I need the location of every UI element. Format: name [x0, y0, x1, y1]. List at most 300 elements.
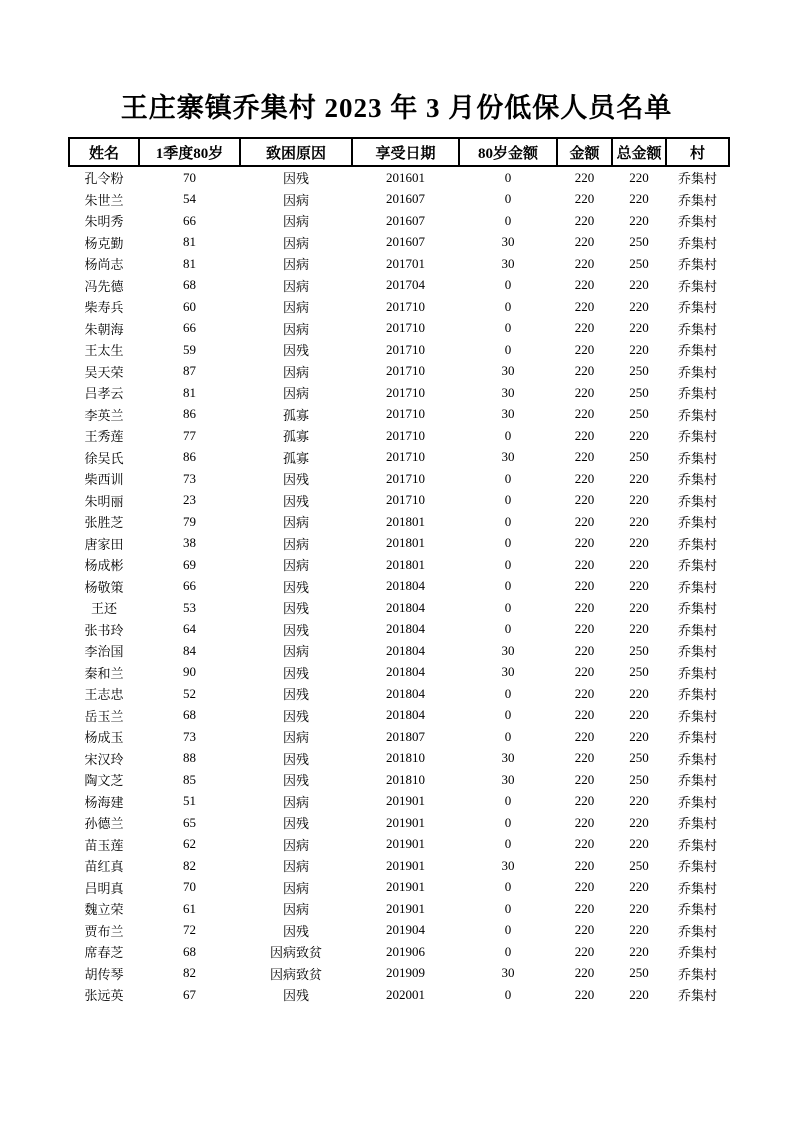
cell-age: 86	[183, 406, 196, 422]
cell-total: 220	[629, 277, 649, 293]
cell-amount: 220	[574, 922, 595, 938]
cell-total: 250	[629, 406, 649, 422]
cell-name: 孙德兰	[84, 816, 124, 832]
cell-reason: 因残	[282, 601, 309, 617]
cell-reason: 因残	[282, 472, 309, 488]
cell-total: 250	[629, 664, 649, 680]
cell-date: 201901	[386, 900, 425, 916]
cell-name: 宋汉玲	[84, 751, 124, 767]
cell-age: 82	[183, 857, 196, 873]
cell-age: 53	[183, 599, 196, 615]
cell-amount: 220	[574, 621, 595, 637]
cell-name: 王秀莲	[84, 429, 124, 445]
cell-amount80: 30	[501, 857, 515, 873]
cell-name: 席春芝	[84, 945, 124, 961]
cell-amount: 220	[574, 341, 595, 357]
cell-amount: 220	[574, 578, 595, 594]
cell-amount: 220	[574, 406, 595, 422]
cell-amount: 220	[574, 857, 595, 873]
cell-total: 250	[629, 363, 649, 379]
cell-village: 乔集村	[677, 859, 717, 875]
cell-total: 220	[629, 793, 649, 809]
cell-amount: 220	[574, 191, 595, 207]
cell-village: 乔集村	[677, 751, 717, 767]
cell-name: 柴寿兵	[84, 300, 124, 316]
cell-reason: 因残	[282, 687, 309, 703]
table-row	[69, 490, 729, 512]
cell-date: 201710	[386, 470, 425, 486]
cell-amount80: 30	[501, 750, 515, 766]
table-row	[69, 468, 729, 490]
cell-date: 201810	[386, 771, 425, 787]
cell-total: 250	[629, 965, 649, 981]
cell-amount: 220	[574, 965, 595, 981]
table-row	[69, 769, 729, 791]
cell-date: 201804	[386, 707, 425, 723]
cell-age: 88	[183, 750, 196, 766]
cell-amount80: 30	[501, 642, 515, 658]
table-row	[69, 705, 729, 727]
cell-date: 201710	[386, 320, 425, 336]
cell-reason: 因病	[282, 278, 309, 294]
cell-village: 乔集村	[677, 257, 717, 273]
cell-amount: 220	[574, 599, 595, 615]
cell-name: 唐家田	[84, 536, 124, 552]
cell-date: 201801	[386, 535, 425, 551]
cell-name: 陶文芝	[84, 773, 124, 789]
cell-reason: 因病	[282, 794, 309, 810]
cell-total: 220	[629, 707, 649, 723]
cell-date: 201901	[386, 836, 425, 852]
cell-amount: 220	[574, 513, 595, 529]
cell-amount80: 0	[504, 814, 512, 830]
cell-amount: 220	[574, 212, 595, 228]
cell-total: 220	[629, 943, 649, 959]
cell-date: 201710	[386, 298, 425, 314]
cell-amount: 220	[574, 255, 595, 271]
cell-name: 杨海建	[84, 794, 124, 810]
table-row	[69, 683, 729, 705]
cell-total: 220	[629, 685, 649, 701]
table-row	[69, 576, 729, 598]
cell-amount: 220	[574, 771, 595, 787]
cell-reason: 因病	[282, 515, 309, 531]
cell-date: 201704	[386, 277, 425, 293]
cell-reason: 因病	[282, 192, 309, 208]
cell-date: 201710	[386, 427, 425, 443]
cell-date: 201804	[386, 578, 425, 594]
cell-name: 魏立荣	[84, 902, 124, 918]
cell-total: 250	[629, 750, 649, 766]
column-header-total: 总金额	[612, 138, 666, 166]
cell-date: 201901	[386, 793, 425, 809]
cell-amount: 220	[574, 664, 595, 680]
cell-amount80: 0	[504, 578, 512, 594]
cell-total: 250	[629, 642, 649, 658]
cell-date: 201710	[386, 449, 425, 465]
cell-amount80: 30	[501, 363, 515, 379]
cell-amount: 220	[574, 492, 595, 508]
cell-age: 66	[183, 212, 196, 228]
cell-village: 乔集村	[677, 364, 717, 380]
cell-total: 220	[629, 814, 649, 830]
cell-name: 冯先德	[84, 278, 124, 294]
cell-date: 201601	[386, 169, 425, 185]
cell-village: 乔集村	[677, 343, 717, 359]
cell-reason: 因残	[282, 665, 309, 681]
cell-date: 201804	[386, 621, 425, 637]
cell-name: 李英兰	[84, 407, 124, 423]
cell-village: 乔集村	[677, 601, 717, 617]
cell-reason: 孤寡	[282, 450, 309, 466]
cell-name: 杨克勤	[84, 235, 124, 251]
cell-total: 220	[629, 621, 649, 637]
cell-age: 59	[183, 341, 196, 357]
cell-total: 220	[629, 900, 649, 916]
cell-age: 67	[183, 986, 196, 1002]
cell-village: 乔集村	[677, 515, 717, 531]
cell-reason: 因残	[282, 816, 309, 832]
cell-reason: 因残	[282, 988, 309, 1004]
cell-amount80: 0	[504, 836, 512, 852]
cell-age: 69	[183, 556, 196, 572]
cell-village: 乔集村	[677, 579, 717, 595]
cell-village: 乔集村	[677, 923, 717, 939]
cell-total: 220	[629, 599, 649, 615]
cell-total: 250	[629, 384, 649, 400]
cell-village: 乔集村	[677, 794, 717, 810]
column-header-age: 1季度80岁	[139, 138, 240, 166]
cell-village: 乔集村	[677, 687, 717, 703]
cell-name: 杨敬策	[84, 579, 124, 595]
table-row	[69, 382, 729, 404]
cell-amount80: 0	[504, 470, 512, 486]
cell-age: 70	[183, 169, 196, 185]
cell-age: 81	[183, 384, 196, 400]
cell-date: 201607	[386, 212, 425, 228]
table-row	[69, 834, 729, 856]
cell-total: 220	[629, 470, 649, 486]
cell-village: 乔集村	[677, 300, 717, 316]
cell-total: 250	[629, 771, 649, 787]
cell-name: 杨尚志	[84, 257, 124, 273]
cell-date: 201607	[386, 191, 425, 207]
cell-amount: 220	[574, 169, 595, 185]
column-header-name: 姓名	[69, 138, 139, 166]
cell-amount80: 0	[504, 621, 512, 637]
cell-village: 乔集村	[677, 708, 717, 724]
cell-age: 64	[183, 621, 196, 637]
table-row	[69, 533, 729, 555]
cell-age: 73	[183, 728, 196, 744]
cell-reason: 因病	[282, 644, 309, 660]
cell-reason: 因病	[282, 235, 309, 251]
column-header-amount80: 80岁金额	[459, 138, 557, 166]
cell-date: 201710	[386, 363, 425, 379]
cell-date: 201810	[386, 750, 425, 766]
cell-amount: 220	[574, 750, 595, 766]
cell-reason: 因残	[282, 923, 309, 939]
cell-name: 杨成彬	[84, 558, 124, 574]
welfare-roster-table	[68, 137, 730, 1006]
table-row	[69, 963, 729, 985]
cell-amount80: 0	[504, 492, 512, 508]
table-row	[69, 855, 729, 877]
table-row	[69, 662, 729, 684]
cell-age: 87	[183, 363, 196, 379]
cell-age: 82	[183, 965, 196, 981]
cell-name: 张书玲	[84, 622, 124, 638]
cell-amount80: 0	[504, 191, 512, 207]
cell-total: 220	[629, 492, 649, 508]
table-row	[69, 726, 729, 748]
table-row	[69, 898, 729, 920]
cell-name: 朱明秀	[84, 214, 124, 230]
table-row	[69, 941, 729, 963]
cell-amount: 220	[574, 320, 595, 336]
table-row	[69, 554, 729, 576]
cell-village: 乔集村	[677, 816, 717, 832]
cell-age: 68	[183, 943, 196, 959]
cell-reason: 孤寡	[282, 407, 309, 423]
cell-village: 乔集村	[677, 644, 717, 660]
cell-date: 201701	[386, 255, 425, 271]
cell-village: 乔集村	[677, 278, 717, 294]
table-row	[69, 640, 729, 662]
cell-total: 220	[629, 986, 649, 1002]
cell-reason: 因病	[282, 536, 309, 552]
cell-total: 220	[629, 513, 649, 529]
cell-age: 54	[183, 191, 196, 207]
cell-amount80: 30	[501, 406, 515, 422]
cell-age: 68	[183, 707, 196, 723]
cell-amount: 220	[574, 642, 595, 658]
cell-amount: 220	[574, 879, 595, 895]
cell-reason: 因残	[282, 171, 309, 187]
cell-date: 201710	[386, 384, 425, 400]
table-row	[69, 189, 729, 211]
cell-village: 乔集村	[677, 880, 717, 896]
cell-amount80: 0	[504, 513, 512, 529]
cell-date: 201901	[386, 814, 425, 830]
cell-age: 66	[183, 320, 196, 336]
cell-total: 220	[629, 169, 649, 185]
cell-age: 66	[183, 578, 196, 594]
cell-amount: 220	[574, 836, 595, 852]
cell-village: 乔集村	[677, 493, 717, 509]
cell-amount80: 0	[504, 943, 512, 959]
cell-village: 乔集村	[677, 429, 717, 445]
cell-amount80: 0	[504, 986, 512, 1002]
cell-total: 250	[629, 255, 649, 271]
header-row	[69, 138, 729, 166]
table-row	[69, 318, 729, 340]
cell-total: 250	[629, 857, 649, 873]
cell-total: 220	[629, 427, 649, 443]
cell-age: 73	[183, 470, 196, 486]
cell-name: 吕孝云	[84, 386, 124, 402]
cell-age: 77	[183, 427, 196, 443]
cell-amount80: 0	[504, 900, 512, 916]
table-row	[69, 210, 729, 232]
cell-date: 201710	[386, 341, 425, 357]
cell-age: 81	[183, 255, 196, 271]
cell-total: 220	[629, 578, 649, 594]
cell-reason: 因残	[282, 773, 309, 789]
table-row	[69, 404, 729, 426]
cell-reason: 因病	[282, 257, 309, 273]
cell-name: 岳玉兰	[84, 708, 124, 724]
cell-name: 朱明丽	[84, 493, 124, 509]
cell-age: 52	[183, 685, 196, 701]
cell-village: 乔集村	[677, 837, 717, 853]
cell-name: 吴天荣	[84, 364, 124, 380]
table-row	[69, 166, 729, 189]
cell-name: 苗玉莲	[84, 837, 124, 853]
cell-amount: 220	[574, 363, 595, 379]
cell-amount: 220	[574, 470, 595, 486]
cell-age: 72	[183, 922, 196, 938]
cell-name: 孔令粉	[84, 171, 124, 187]
table-row	[69, 275, 729, 297]
table-row	[69, 791, 729, 813]
cell-age: 51	[183, 793, 196, 809]
cell-reason: 因残	[282, 751, 309, 767]
cell-date: 201906	[386, 943, 425, 959]
cell-date: 201804	[386, 664, 425, 680]
cell-reason: 因残	[282, 343, 309, 359]
cell-date: 201804	[386, 685, 425, 701]
cell-amount80: 0	[504, 320, 512, 336]
cell-amount: 220	[574, 900, 595, 916]
cell-reason: 因病	[282, 558, 309, 574]
cell-amount: 220	[574, 685, 595, 701]
cell-amount80: 0	[504, 793, 512, 809]
table-row	[69, 361, 729, 383]
cell-age: 81	[183, 234, 196, 250]
cell-amount: 220	[574, 986, 595, 1002]
cell-reason: 因病	[282, 300, 309, 316]
cell-date: 201607	[386, 234, 425, 250]
cell-date: 201710	[386, 492, 425, 508]
cell-total: 220	[629, 535, 649, 551]
cell-name: 朱世兰	[84, 192, 124, 208]
table-row	[69, 748, 729, 770]
cell-name: 徐吴氏	[84, 450, 124, 466]
cell-amount: 220	[574, 943, 595, 959]
column-header-reason: 致困原因	[240, 138, 352, 166]
cell-name: 贾布兰	[84, 923, 124, 939]
cell-age: 85	[183, 771, 196, 787]
cell-age: 86	[183, 449, 196, 465]
cell-amount80: 0	[504, 277, 512, 293]
cell-amount: 220	[574, 535, 595, 551]
cell-village: 乔集村	[677, 192, 717, 208]
cell-total: 220	[629, 341, 649, 357]
cell-date: 201710	[386, 406, 425, 422]
cell-age: 62	[183, 836, 196, 852]
cell-name: 李治国	[84, 644, 124, 660]
table-row	[69, 511, 729, 533]
cell-village: 乔集村	[677, 622, 717, 638]
cell-village: 乔集村	[677, 966, 717, 982]
cell-name: 秦和兰	[84, 665, 124, 681]
cell-reason: 因残	[282, 493, 309, 509]
cell-reason: 因病	[282, 730, 309, 746]
cell-amount80: 0	[504, 427, 512, 443]
cell-reason: 因残	[282, 579, 309, 595]
cell-amount80: 30	[501, 449, 515, 465]
cell-age: 90	[183, 664, 196, 680]
cell-reason: 因病	[282, 902, 309, 918]
table-row	[69, 425, 729, 447]
cell-date: 201901	[386, 879, 425, 895]
cell-reason: 因病	[282, 214, 309, 230]
cell-amount80: 0	[504, 535, 512, 551]
cell-amount80: 0	[504, 728, 512, 744]
cell-reason: 因病	[282, 321, 309, 337]
cell-amount: 220	[574, 277, 595, 293]
table-row	[69, 877, 729, 899]
table-row	[69, 597, 729, 619]
cell-reason: 因病	[282, 364, 309, 380]
cell-date: 201804	[386, 599, 425, 615]
cell-village: 乔集村	[677, 386, 717, 402]
cell-name: 吕明真	[84, 880, 124, 896]
cell-name: 胡传琴	[84, 966, 124, 982]
cell-amount80: 30	[501, 255, 515, 271]
cell-amount: 220	[574, 449, 595, 465]
cell-total: 220	[629, 836, 649, 852]
cell-name: 王太生	[84, 343, 124, 359]
cell-amount80: 0	[504, 212, 512, 228]
cell-date: 201801	[386, 513, 425, 529]
cell-amount80: 0	[504, 922, 512, 938]
cell-reason: 因病致贫	[269, 966, 322, 982]
cell-village: 乔集村	[677, 472, 717, 488]
column-header-village: 村	[666, 138, 729, 166]
cell-reason: 因病	[282, 859, 309, 875]
cell-date: 202001	[386, 986, 425, 1002]
cell-total: 250	[629, 449, 649, 465]
cell-reason: 孤寡	[282, 429, 309, 445]
cell-reason: 因病	[282, 880, 309, 896]
cell-name: 朱朝海	[84, 321, 124, 337]
cell-amount: 220	[574, 384, 595, 400]
cell-amount80: 0	[504, 599, 512, 615]
cell-age: 23	[183, 492, 196, 508]
cell-name: 杨成玉	[84, 730, 124, 746]
cell-amount: 220	[574, 707, 595, 723]
cell-total: 220	[629, 320, 649, 336]
table-row	[69, 812, 729, 834]
cell-reason: 因残	[282, 708, 309, 724]
cell-total: 250	[629, 234, 649, 250]
cell-amount80: 0	[504, 298, 512, 314]
cell-total: 220	[629, 212, 649, 228]
column-header-date: 享受日期	[352, 138, 459, 166]
cell-age: 68	[183, 277, 196, 293]
cell-age: 70	[183, 879, 196, 895]
cell-age: 65	[183, 814, 196, 830]
cell-total: 220	[629, 191, 649, 207]
cell-amount: 220	[574, 793, 595, 809]
cell-total: 220	[629, 879, 649, 895]
cell-date: 201801	[386, 556, 425, 572]
cell-reason: 因病	[282, 837, 309, 853]
cell-amount: 220	[574, 298, 595, 314]
table-row	[69, 296, 729, 318]
